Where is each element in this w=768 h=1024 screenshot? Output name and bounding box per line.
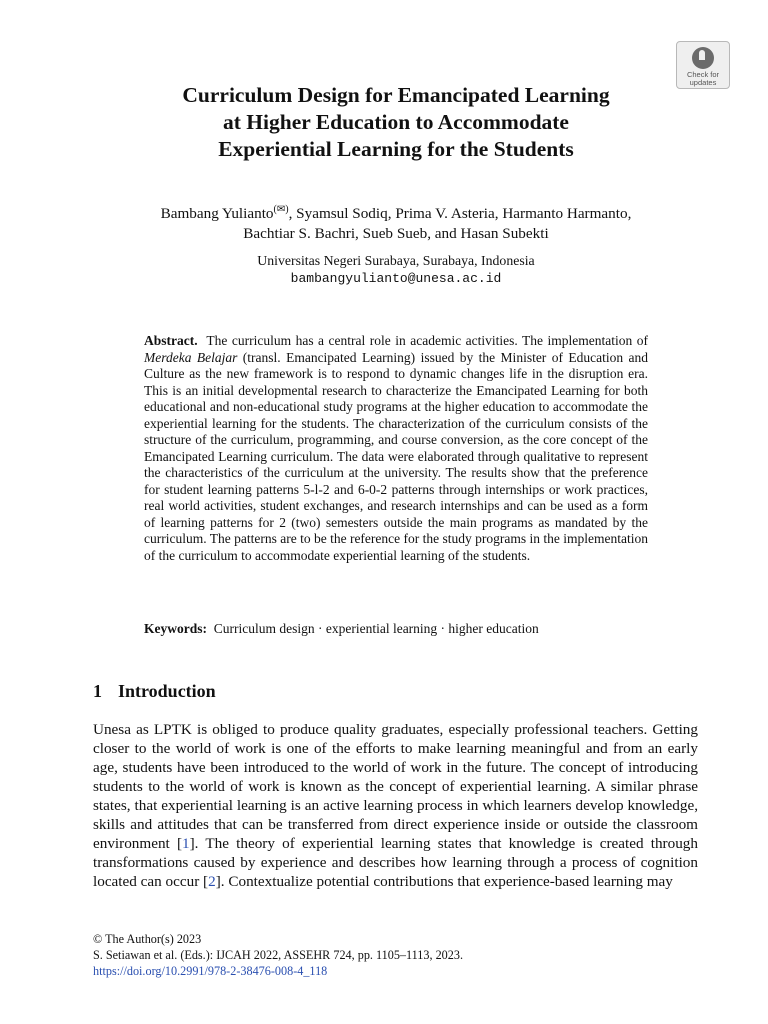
author-list: Bambang Yulianto(✉), Syamsul Sodiq, Prima V. Asteria, Harmanto Harmanto, Bachtiar S. Bachri, Sueb Sueb, and Hasan Subekti [160, 204, 632, 242]
footer [93, 931, 463, 979]
abstract: Abstract. The curriculum has a central role in academic activities. The implementation of Merdeka Belajar (transl. Emancipated Learning) issued by the Minister of Education and Culture as the new framework is to respond to dynamic changes life in the disruption era. This is an initial developmental research to characterize the Emancipated Learning for both educational and non-educational study programs at the higher education to accommodate the experiential learning for the students. The characterization of the curriculum consists of the structure of the curriculum, programming, and course conversion, as the core concept of the Emancipated Learning curriculum. The data were elaborated through qualitative to represent the characteristics of the curriculum at the university. The results show that the preference for student learning patterns 5-l-2 and 6-0-2 patterns through internships or work practices, real world activities, student exchanges, and research internships and can be used as a form of learning patterns for 2 (two) semesters outside the main programs as mandated by the curriculum. The patterns are to be the reference for the study programs in the implementation of the curriculum to accommodate experiential learning of the students. [144, 333, 649, 563]
keywords-text: Curriculum design · experiential learning · higher education [213, 621, 539, 636]
doi-link[interactable]: https://doi.org/10.2991/978-2-38476-008-4_118 [93, 964, 328, 978]
keywords [144, 620, 648, 637]
abstract-italic-term: Merdeka Belajar [144, 349, 238, 365]
section-title: Introduction [118, 681, 216, 701]
badge-text: Check for updates [686, 70, 720, 87]
citation-link-2[interactable]: 2 [208, 873, 216, 890]
author-email[interactable]: bambangyulianto@unesa.ac.id [290, 271, 502, 286]
institution: Universitas Negeri Surabaya, Surabaya, Indonesia [257, 253, 535, 268]
copyright: © The Author(s) 2023 [93, 932, 202, 946]
section-heading [93, 681, 216, 702]
section-number: 1 [93, 681, 102, 701]
keywords-label: Keywords: [144, 621, 207, 636]
abstract-label: Abstract. [144, 333, 198, 348]
affiliation [90, 252, 702, 288]
paper-title: Curriculum Design for Emancipated Learning at Higher Education to Accommodate Experiential Learning for the Students [182, 83, 610, 161]
citation-link-1[interactable]: 1 [182, 835, 190, 852]
envelope-icon: (✉) [273, 204, 289, 215]
citation-info: S. Setiawan et al. (Eds.): IJCAH 2022, ASSEHR 724, pp. 1105–1113, 2023. [93, 948, 464, 962]
introduction-paragraph: Unesa as LPTK is obliged to produce quality graduates, especially professional teachers. Getting closer to the world of work is one of the efforts to make learning meaningful and from an early age, students have been introduced to the world of work in the future. The concept of introducing students to the world of work is known as the concept of experiential learning. A similar phrase states, that experiential learning is an active learning process in which learners develop knowledge, skills and attitudes that can be transferred from direct experience inside or outside the classroom environment [1]. The theory of experiential learning states that knowledge is created through transformations caused by experience and describes how learning through a process of cognition located can occur [2]. Contextualize potential contributions that experience-based learning may [93, 721, 698, 890]
corresponding-author: Bambang Yulianto [160, 205, 274, 223]
crossmark-icon [692, 47, 714, 69]
